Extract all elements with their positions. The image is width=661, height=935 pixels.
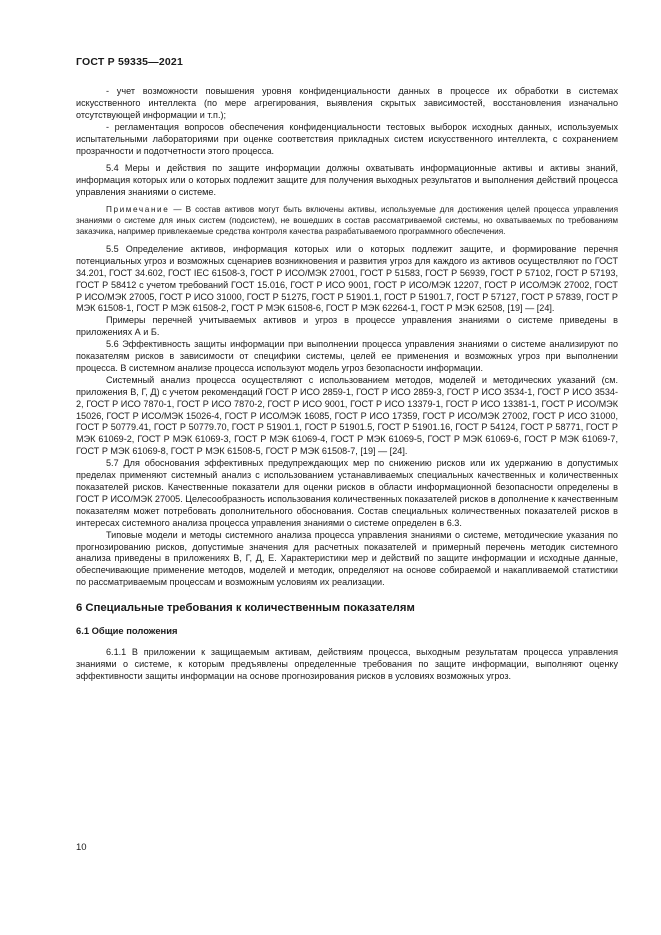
note-text: — В состав активов могут быть включены активы, используемые для достижения целей процесса управления знаниями о системе для иных систем (подсистем), не вошедших в состав рассматриваемой системы, но охватываемых по требованиям заказчика, например привлекаемые средства контроля качества разрабатываемого программного обеспечения. bbox=[76, 205, 618, 236]
paragraph-5-7-models: Типовые модели и методы системного анализа процесса управления знаниями о системе, методические указания по прогнозированию рисков, допустимые значения для расчетных показателей и примерный перечень методик системного анализа приведены в приложениях В, Г, Д, Е. Характеристики мер и действий по защите информации и исходные данные, обеспечивающие применение методов, моделей и методик, определяют на основе собираемой и накапливаемой статистики по рассматриваемым процессам и возможным условиям их реализации. bbox=[76, 529, 618, 588]
paragraph-5-6-analysis: Системный анализ процесса осуществляют с использованием методов, моделей и методических указаний (см. приложения В, Г, Д) с учетом рекомендаций ГОСТ Р ИСО 2859-1, ГОСТ Р ИСО 2859-3, ГОСТ Р ИСО 3534-1, ГОСТ Р ИСО 3534-2, ГОСТ Р ИСО 7870-1, ГОСТ Р ИСО 7870-2, ГОСТ Р ИСО 9001, ГОСТ Р ИСО 13379-1, ГОСТ Р ИСО 13381-1, ГОСТ Р ИСО/МЭК 15026, ГОСТ Р ИСО/МЭК 15026-4, ГОСТ Р ИСО/МЭК 16085, ГОСТ Р ИСО 17359, ГОСТ Р ИСО/МЭК 27002, ГОСТ Р ИСО 31000, ГОСТ Р 50779.41, ГОСТ Р 50779.70, ГОСТ Р 51901.1, ГОСТ Р 51901.5, ГОСТ Р 51901.16, ГОСТ Р 54124, ГОСТ Р 58771, ГОСТ Р МЭК 61069-2, ГОСТ Р МЭК 61069-3, ГОСТ Р МЭК 61069-4, ГОСТ Р МЭК 61069-5, ГОСТ Р МЭК 61069-6, ГОСТ Р МЭК 61069-7, ГОСТ Р МЭК 61069-8, ГОСТ Р МЭК 61508-5, ГОСТ Р МЭК 61508-7, [19] — [24]. bbox=[76, 374, 618, 457]
section-6-heading: 6 Специальные требования к количественным показателям bbox=[76, 602, 415, 615]
note-label: Примечание bbox=[106, 205, 170, 215]
paragraph-6-1-1: 6.1.1 В приложении к защищаемым активам, действиям процесса, выходным результатам процесса управления знаниями о системе, к которым предъявлены определенные требования по защите информации, выполняют оценку эффективности защиты информации на основе прогнозирования рисков в условиях возможных угроз. bbox=[76, 646, 618, 681]
list-item: - учет возможности повышения уровня конфиденциальности данных в процессе их обработки в системах искусственного интеллекта (по мере агрегирования, выявления скрытых зависимостей, восстановления изначально отсутствующей информации и т.п.); bbox=[76, 86, 618, 120]
paragraph-5-6: 5.6 Эффективность защиты информации при выполнении процесса управления знаниями о системе анализируют по показателям рисков в зависимости от специфики системы, целей ее применения и возможных угроз при выполнении процесса. В системном анализе процесса используют модель угроз безопасности информации. bbox=[76, 339, 618, 373]
paragraph-5-4: 5.4 Меры и действия по защите информации должны охватывать информационные активы и активы знаний, информация которых или о которых подлежит защите для получения выходных результатов и выполнения действий процесса управления знаниями о системе. bbox=[76, 163, 618, 198]
paragraph-5-7: 5.7 Для обоснования эффективных предупреждающих мер по снижению рисков или их удержанию в допустимых пределах применяют системный анализ с использованием устанавливаемых специальных качественных и количественных показателей рисков. Качественные показатели для оценки рисков в области информационной безопасности определены в ГОСТ Р ИСО/МЭК 27005. Целесообразность использования количественных показателей рисков в дополнение к качественным показателям может потребовать дополнительного обоснования. Состав специальных количественных показателей рисков в интересах системного анализа процесса управления знаниями о системе определен в 6.3. bbox=[76, 458, 618, 528]
paragraph-5-5-examples: Примеры перечней учитываемых активов и угроз в процессе управления знаниями о системе приведены в приложениях А и Б. bbox=[76, 315, 618, 338]
document-header: ГОСТ Р 59335—2021 bbox=[76, 56, 184, 68]
document-body bbox=[76, 86, 618, 683]
section-6-1-heading: 6.1 Общие положения bbox=[76, 625, 178, 637]
list-item: - регламентация вопросов обеспечения конфиденциальности тестовых выборок исходных данных, используемых испытательными лабораториями при оценке соответствия прикладных систем искусственного интеллекта, с сохранением прозрачности и подотчетности этого процесса. bbox=[76, 121, 618, 156]
page-number: 10 bbox=[76, 842, 87, 853]
paragraph-5-5: 5.5 Определение активов, информация которых или о которых подлежит защите, и формирование перечня потенциальных угроз и возможных сценариев возникновения и развития угроз для каждого из активов осуществляют по ГОСТ 34.201, ГОСТ 34.602, ГОСТ IEC 61508-3, ГОСТ Р ИСО/МЭК 27001, ГОСТ Р 51583, ГОСТ Р 56939, ГОСТ Р 57102, ГОСТ Р 57193, ГОСТ Р 58412 с учетом требований ГОСТ 15.016, ГОСТ Р ИСО 9001, ГОСТ Р ИСО/МЭК 12207, ГОСТ Р ИСО/МЭК 27002, ГОСТ Р ИСО/МЭК 27005, ГОСТ Р ИСО 31000, ГОСТ Р 51275, ГОСТ Р 51901.1, ГОСТ Р 51901.7, ГОСТ Р 57127, ГОСТ Р 57839, ГОСТ Р МЭК 61508-1, ГОСТ Р МЭК 61508-2, ГОСТ Р МЭК 61508-6, ГОСТ Р МЭК 62264-1, ГОСТ Р МЭК 62508, [19] — [24]. bbox=[76, 243, 618, 314]
note bbox=[76, 205, 618, 238]
